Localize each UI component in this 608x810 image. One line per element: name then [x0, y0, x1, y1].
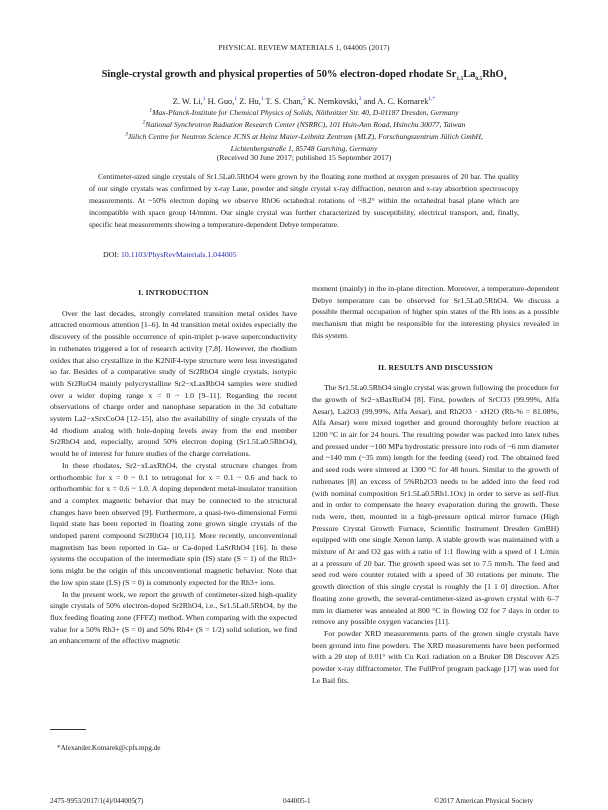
doi-label: DOI: — [103, 250, 121, 259]
footnote-divider — [50, 729, 86, 730]
doi-line — [103, 250, 237, 259]
author: K. Nemkovski, — [307, 97, 359, 106]
results-paragraph-2: For powder XRD measurements parts of the grown single crystals have been ground into fine powders. The XRD measurements have been performed with a 2θ step of 0.01° with Cu Kα1 radiation on a Bruker D8 Discover A25 powder x-ray diffractometer. The FullProf program package [17] was used for Le Bail fits. — [312, 628, 559, 685]
left-column — [50, 263, 297, 647]
affiliation-link[interactable]: 1,* — [428, 96, 436, 103]
footer-issn: 2475-9953/2017/1(4)/044005(7) — [50, 797, 144, 805]
affiliation-3: $^3$Jülich Centre for Neutron Science JCNS at Heinz Maier-Leibnitz Zentrum (MLZ), Forschungszentrum Jülich GmbH, — [125, 131, 483, 141]
affiliation-link[interactable]: 3 — [358, 96, 362, 103]
footer-copyright: ©2017 American Physical Society — [434, 797, 534, 805]
section-heading-introduction: I. INTRODUCTION — [138, 288, 209, 297]
author: and A. C. Komarek — [363, 97, 429, 106]
corresponding-author-email[interactable]: *Alexander.Komarek@cpfs.mpg.de — [57, 744, 161, 752]
section-heading-results: II. RESULTS AND DISCUSSION — [377, 362, 494, 372]
author: Z. W. Li, — [172, 97, 203, 106]
abstract: Centimeter-sized single crystals of Sr1.5La0.5RhO4 were grown by the floating zone method at oxygen pressures of 20 bar. The quality of our single crystals was confirmed by x-ray Laue, powder and single crystal x-ray diffraction, neutron and x-ray absorbtion spectroscopy measurements. At ~50% electron doping we observe RhO6 octahedral rotations of ~8.2° within the octahedral basal plane which are incompatible with space group I4/mmm. Our single crystal was further characterized by susceptibility, electrical transport, and, finally, specific heat measurements showing a temperature-dependent Debye temperature. — [89, 172, 519, 229]
journal-header: PHYSICAL REVIEW MATERIALS 1, 044005 (2017) — [218, 43, 390, 52]
intro-paragraph-2: In these rhodates, Sr2−xLaxRhO4, the crystal structure changes from orthorhombic for x = 0 ~ 0.1 to tetragonal for x = 0.1 ~ 0.6 and back to orthorhombic for x = 0.6 ~ 1.0. A doping dependent metal-insulator transition and a complex magnetic behavior that may be connected to the structural changes have been observed [9]. Furthermore, a quasi-two-dimensional Fermi liquid state has been reported in floating zone grown single crystals of the undoped parent compound Sr2RhO4 [10,11]. More recently, unconventional magnetism has been reported in Ga- or Ca-doped LaSrRhO4 [16]. In these systems the occupation of the intermediate spin (IS) state (S = 1) of the Rh3+ ions might be the origin of this unconventional magnetic behavior. Note that the low spin state (LS) (S = 0) is commonly expected for the Rh3+ ions. — [50, 460, 297, 587]
author: Z. Hu, — [239, 97, 261, 106]
intro-paragraph-1: Over the last decades, strongly correlated transition metal oxides have attracted enormous attention [1–6]. In 4d transition metal oxides especially the discovery of the possible occurrence of spin-triplet p-wave superconductivity in ruthenates triggered a lot of research activity [7,8]. However, the rhodium oxides that also crystallize in the K2NiF4-type structure were less investigated so far. Besides of a comparative study of Sr2RhO4 single crystals, isotypic with Sr2RuO4 mainly polycrystalline Sr2−xLaxRhO4 samples were studied over a wider doping range x = 0 ~ 1.0 [9–11]. Regarding the recent observations of charge order and nanophase separation in the 3d cobaltate system La2−xSrxCoO4 [12–15], also the availability of single crystals of the 4d rhodium analog with hole-doping levels away from the end member Sr2RhO4 and, especially, around 50% electron doping (Sr1.5La0.5RhO4), would be of interest for future studies of the charge correlations. — [50, 308, 297, 459]
affiliation-link[interactable]: 1 — [260, 96, 264, 103]
footer-page-number: 044005-1 — [283, 797, 311, 805]
affiliation-1: $^1$Max-Planck-Institute for Chemical Physics of Solids, Nöthnitzer Str. 40, D-01187 Dresden, Germany — [149, 107, 459, 117]
author: H. Guo, — [207, 97, 235, 106]
affiliation-3-address: Lichtenbergstraße 1, 85748 Garching, Germany — [230, 144, 378, 153]
author-list — [0, 97, 608, 106]
paper-title: Single-crystal growth and physical properties of 50% electron-doped rhodate $Sr_{1.5}La_{0.5}RhO_4$ — [101, 69, 507, 83]
affiliation-2: $^2$National Synchrotron Radiation Research Center (NSRRC), 101 Hsin-Ann Road, Hsinchu 30077, Taiwan — [142, 119, 466, 129]
author: T. S. Chan, — [265, 97, 303, 106]
affiliation-link[interactable]: 1 — [202, 96, 206, 103]
title-text: Single-crystal growth and physical properties of 50% electron-doped rhodate Sr — [101, 69, 457, 80]
affiliation-link[interactable]: 2 — [302, 96, 306, 103]
intro-paragraph-4: moment (mainly) in the in-plane direction. Moreover, a temperature-dependent Debye temperature can be observed for Sr1.5La0.5RhO4. We discuss a possible thermal occupation of higher spin states of the Rh ions as a possible mechanism that might be responsible for the interesting physics revealed in this system. — [312, 284, 559, 340]
received-dates: (Received 30 June 2017; published 15 September 2017) — [216, 153, 392, 162]
intro-paragraph-3: In the present work, we report the growth of centimeter-sized high-quality single crystals of 50% electron-doped Sr2RhO4, i.e., Sr1.5La0.5RhO4, by the flux feeding floating zone (FFFZ) method. When comparing with the expected value for a 50% Rh3+ (S = 0) and 50% Rh4+ (S = 1/2) solid solution, we find an enhancement of the effective magnetic — [50, 589, 297, 646]
right-column — [312, 263, 559, 687]
doi-link[interactable]: 10.1103/PhysRevMaterials.1.044005 — [120, 250, 237, 259]
results-paragraph-1: The Sr1.5La0.5RhO4 single crystal was grown following the procedure for the growth of Sr2−xBaxRuO4 [8]. First, powders of SrCO3 (99.99%, Alfa Aesar), La2O3 (99.99%, Alfa Aesar), and Rh2O3 · xH2O (Rh-% = 81.08%, Alfa Aesar) were mixed together and ground thoroughly before reaction at 1200 °C in air for 24 hours. The resulting powder was packed into latex tubes and pressed under ~100 MPa hydrostatic pressure into rods of ~6 mm diameter and ~140 mm (~35 mm) length for the feeding (seed) rod. The obtained feed and seed rods were sintered at 1300 °C for 48 hours. Similar to the growth of ruthenates [8] an excess of 5%Rh2O3 needs to be added into the feed rod (with nominal composition Sr1.5La0.5Rh1.1Ox) in order to serve as self-flux and in order to compensate the heavy evaporation during the growth. These rods were, then, mounted in a high-pressure optical mirror furnace (High Pressure Crystal Growth Furnace, Scientific Instrument Dresden GmBH) equipped with one single Xenon lamp. A stable growth was maintained with a mixture of Ar and O2 gas with a ratio of 1:1 flowing with a speed of 1 L/min at a pressure of 20 bar. The growth speed was set to 7.5 mm/h. The feed and seed rod were counter rotated with a speed of 30 rotations per minute. The growth direction of this single crystal is roughly the [1 1 0] direction. After floating zone growth, the several-centimeter-sized as-grown crystal with 6–7 mm in diameter was annealed at 800 °C in flowing O2 for 7 days in order to remove any possible oxygen vacancies [11]. — [312, 383, 559, 627]
affiliation-link[interactable]: 1 — [234, 96, 238, 103]
